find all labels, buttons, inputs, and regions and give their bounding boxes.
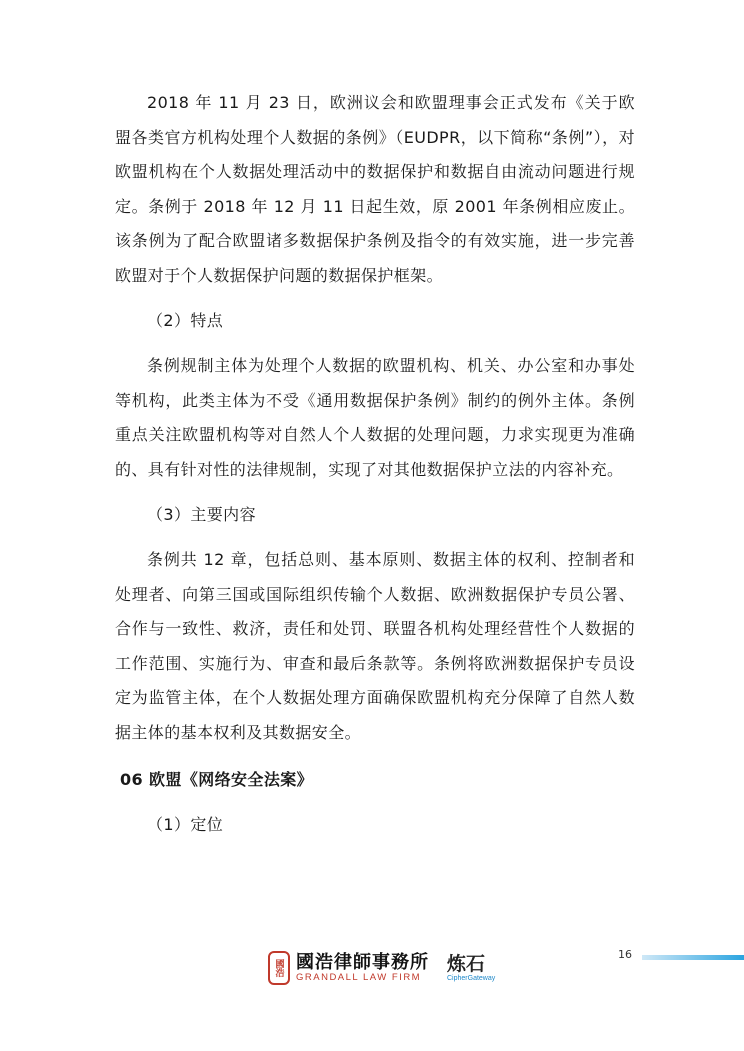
grandall-logo [296,953,429,983]
partner-name-en: CipherGateway [447,974,496,982]
ciphergateway-logo [447,954,495,983]
section-heading-cybersecurity-act: 06 欧盟《网络安全法案》 [120,770,314,789]
subheading-features: （2）特点 [147,311,224,330]
document-body [115,86,635,853]
grandall-seal-icon: 國浩 [268,951,290,985]
firm-name-cn: 國浩律師事務所 [296,951,429,973]
page-footer [268,947,495,989]
partner-name-cn: 炼石 [447,952,486,975]
paragraph-eudpr-intro: 2018 年 11 月 23 日，欧洲议会和欧盟理事会正式发布《关于欧盟各类官方机构处理个人数据的条例》（EUDPR，以下简称“条例”），对欧盟机构在个人数据处理活动中的数据保护和数据自由流动问题进行规定。条例于 2018 年 12 月 11 日起生效，原 2001 年条例相应废止。该条例为了配合欧盟诸多数据保护条例及指令的有效实施，进一步完善欧盟对于个人数据保护问题的数据保护框架。 [115,93,635,285]
firm-name-en: GRANDALL LAW FIRM [296,971,422,983]
accent-bar [642,955,744,960]
paragraph-features: 条例规制主体为处理个人数据的欧盟机构、机关、办公室和办事处等机构，此类主体为不受《通用数据保护条例》制约的例外主体。条例重点关注欧盟机构等对自然人个人数据的处理问题，力求实现更为准确的、具有针对性的法律规制，实现了对其他数据保护立法的内容补充。 [115,356,635,479]
subheading-main-content: （3）主要内容 [147,505,256,524]
page-number: 16 [618,948,632,961]
subheading-positioning: （1）定位 [147,815,224,834]
paragraph-main-content: 条例共 12 章，包括总则、基本原则、数据主体的权利、控制者和处理者、向第三国或国际组织传输个人数据、欧洲数据保护专员公署、合作与一致性、救济，责任和处罚、联盟各机构处理经营性个人数据的工作范围、实施行为、审查和最后条款等。条例将欧洲数据保护专员设定为监管主体，在个人数据处理方面确保欧盟机构充分保障了自然人数据主体的基本权利及其数据安全。 [115,550,635,742]
